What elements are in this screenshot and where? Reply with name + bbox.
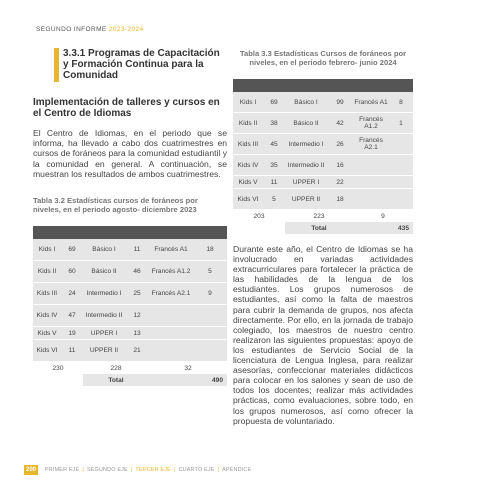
table-cell: 19 [61,327,83,340]
table-cell: UPPER I [83,327,125,340]
table-cell: Kids IV [233,155,263,176]
subtotal-row [33,362,227,375]
table-cell: Kids V [33,327,61,340]
page-number: 200 [25,467,36,473]
table-row [33,283,227,305]
intro-paragraph: El Centro de Idiomas, en el periodo que se informa, ha llevado a cabo dos cuatrimestres en cursos de foráneos para la comunidad estudiantil y la comunidad en general. A continuación, se muestran los resultados de ambos cuatrimestres. [33,128,227,179]
table-cell: 13 [125,327,149,340]
table-cell: 16 [327,155,353,176]
table-cell: 11 [263,176,285,189]
table-cell: 45 [263,134,285,155]
table-cell: 12 [125,305,149,327]
table-cell [193,327,227,340]
table-cell: Francés A1.2 [353,113,389,134]
table-cell: 18 [327,189,353,210]
table-cell: 26 [327,134,353,155]
table-cell [149,305,193,327]
section-accent-bar [54,48,59,82]
column-header [193,226,227,239]
table-row [233,155,413,176]
total-label: Total [83,374,149,386]
column-header [263,79,285,92]
column-header [61,226,83,239]
table-row [233,134,413,155]
running-header [36,26,144,33]
table-cell [193,340,227,362]
table-cell [353,189,389,210]
table-cell: 11 [125,239,149,261]
table-cell: UPPER II [83,340,125,362]
subtotal-cell: 223 [285,210,353,223]
table-3-3-caption: Tabla 3.3 Estadísticas Cursos de foráneos por niveles, en el periodo febrero- junio 2024 [239,49,407,67]
table-row [233,176,413,189]
footer-separator: | [82,467,84,473]
activities-paragraph: Durante este año, el Centro de Idiomas se ha involucrado en variadas actividades extracurriculares para fortalecer la práctica de las habilidades de la lengua de los estudiantes. Los grupos numerosos de estudiantes, así como la falta de maestros para cubrir la demanda de grupos, nos afecta directamente. Por ello, en la jornada de trabajo colegiado, los maestros de nuestro centro realizaron las siguientes propuestas: apoyo de los estudiantes de Servicio Social de la licenciatura de Lengua Inglesa, para realizar asesorías, confeccionar materiales didácticos para colocar en los salones y sean de uso de todos los docentes; realizar más actividades prácticas, como evaluaciones, sobre todo, en los grupos numerosos, así como ofrecer la propuesta de voluntariado. [233,244,413,426]
table-cell: 69 [61,239,83,261]
subtotal-cell: 228 [83,362,149,375]
table-cell: Kids III [33,283,61,305]
subsection-title: Implementación de talleres y cursos en el Centro de Idiomas [33,97,220,119]
table-cell: 69 [263,92,285,113]
table-row [33,327,227,340]
subtotal-cell: 32 [149,362,227,375]
table-row [233,113,413,134]
table-cell: Kids I [33,239,61,261]
table-cell: 9 [193,283,227,305]
total-row [233,222,413,234]
column-header [149,226,193,239]
total-value: 435 [389,222,413,234]
table-cell [149,327,193,340]
column-header [33,226,61,239]
total-row [33,374,227,386]
header-label: SEGUNDO INFORME [36,26,107,33]
table-cell: UPPER I [285,176,327,189]
subtotal-cell: 230 [33,362,83,375]
table-cell [193,305,227,327]
table-cell: 42 [327,113,353,134]
table-cell: Kids II [233,113,263,134]
table-cell [389,155,413,176]
total-label: Total [285,222,353,234]
total-value: 490 [193,374,227,386]
footer-nav [45,467,254,473]
footer-separator: | [217,467,220,473]
table-cell: 8 [389,92,413,113]
table-cell: 46 [125,261,149,283]
table-cell: 47 [61,305,83,327]
table-cell [389,134,413,155]
column-header [353,79,389,92]
table-row [33,261,227,283]
table-cell: Francés A2.1 [353,134,389,155]
table-cell: 99 [327,92,353,113]
table-cell: 35 [263,155,285,176]
table-cell: Intermedio I [83,283,125,305]
total-spacer [353,222,389,234]
table-cell: Intermedio II [285,155,327,176]
column-header [83,226,125,239]
header-year: 2023-2024 [108,26,144,33]
table-header-row [33,226,227,239]
table-cell: Intermedio I [285,134,327,155]
column-header [285,79,327,92]
table-cell: Kids II [33,261,61,283]
column-header [233,79,263,92]
section-title: 3.3.1 Programas de Capacitación y Formación Continua para la Comunidad [63,48,220,81]
table-header-row [233,79,413,92]
table-cell: Francés A1 [149,239,193,261]
table-cell: 21 [125,340,149,362]
table-row [33,305,227,327]
table-cell: Kids III [233,134,263,155]
table-cell: 5 [193,261,227,283]
table-cell: 38 [263,113,285,134]
table-cell: Kids IV [33,305,61,327]
footer-link[interactable]: SEGUNDO EJE [86,467,128,473]
table-cell: Francés A1 [353,92,389,113]
table-cell [353,155,389,176]
total-spacer [233,222,285,234]
table-cell: 11 [61,340,83,362]
footer-link[interactable]: TERCER EJE [135,467,171,473]
table-cell: 22 [327,176,353,189]
table-row [33,239,227,261]
table-cell: 25 [125,283,149,305]
table-cell: 5 [263,189,285,210]
table-row [233,92,413,113]
total-spacer [33,374,83,386]
table-cell: 60 [61,261,83,283]
table-row [33,340,227,362]
footer-link[interactable]: APÉNDICE [222,467,252,473]
table-cell: Básico II [83,261,125,283]
table-cell [149,340,193,362]
table-cell: Kids V [233,176,263,189]
table-cell: Francés A2.1 [149,283,193,305]
table-3-2-caption: Tabla 3.2 Estadísticas cursos de foráneos por niveles, en el periodo agosto- diciembre 2023 [33,196,198,214]
table-cell: 1 [389,113,413,134]
total-spacer [149,374,193,386]
footer-separator: | [130,467,133,473]
column-header [327,79,353,92]
subtotal-cell: 9 [353,210,413,223]
table-cell: Básico II [285,113,327,134]
table-3-3 [233,79,413,234]
column-header [125,226,149,239]
subtotal-cell: 203 [233,210,285,223]
table-cell [389,176,413,189]
table-cell: UPPER II [285,189,327,210]
table-cell: Kids I [233,92,263,113]
table-row [233,189,413,210]
table-cell: 24 [61,283,83,305]
table-cell: Kids VI [33,340,61,362]
table-cell: Básico I [83,239,125,261]
table-cell [353,176,389,189]
table-cell: Kids VI [233,189,263,210]
table-cell: Básico I [285,92,327,113]
table-cell [389,189,413,210]
table-cell: 18 [193,239,227,261]
footer-link[interactable]: PRIMER EJE [45,467,80,473]
table-cell: Intermedio II [83,305,125,327]
footer-link[interactable]: CUARTO EJE [178,467,215,473]
subtotal-row [233,210,413,223]
table-cell: Francés A1.2 [149,261,193,283]
table-3-2 [33,226,227,386]
column-header [389,79,413,92]
footer-separator: | [173,467,176,473]
